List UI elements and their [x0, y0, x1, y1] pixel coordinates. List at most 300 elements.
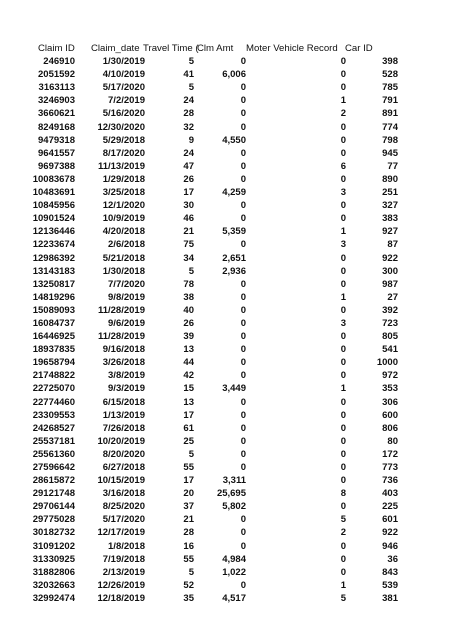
cell-clm-amt: 0 — [240, 278, 246, 290]
cell-car-id: 773 — [382, 462, 398, 473]
cell-clm-amt: 0 — [240, 344, 246, 356]
cell-car-id: 922 — [382, 527, 398, 539]
cell-claim-date: 8/17/2020 — [102, 147, 145, 159]
cell-car-id: 383 — [382, 213, 398, 225]
cell-clm-amt: 4,550 — [222, 134, 246, 146]
cell-claim-date: 7/19/2018 — [102, 553, 145, 565]
cell-clm-amt: 0 — [240, 422, 246, 434]
cell-claim-id: 22725070 — [32, 383, 75, 395]
cell-claim-date: 1/29/2018 — [102, 173, 145, 185]
table-row — [0, 55, 474, 68]
cell-travel-time: 46 — [183, 213, 194, 225]
cell-motor-vehicle-record: 0 — [340, 448, 346, 460]
cell-clm-amt: 3,449 — [222, 383, 246, 395]
cell-motor-vehicle-record: 1 — [340, 383, 346, 395]
cell-motor-vehicle-record: 0 — [340, 82, 346, 94]
cell-claim-id: 3660621 — [38, 108, 75, 120]
table-row — [0, 487, 474, 500]
cell-claim-date: 11/13/2019 — [97, 160, 145, 172]
cell-motor-vehicle-record: 0 — [340, 396, 346, 408]
cell-claim-date: 4/10/2019 — [102, 69, 145, 81]
cell-travel-time: 28 — [183, 108, 194, 120]
cell-clm-amt: 0 — [240, 239, 246, 251]
cell-claim-date: 2/13/2019 — [102, 566, 145, 578]
table-row — [0, 540, 474, 553]
cell-claim-id: 25561360 — [32, 448, 75, 460]
cell-claim-date: 5/17/2020 — [102, 514, 145, 526]
table-row — [0, 81, 474, 94]
cell-claim-date: 3/16/2018 — [102, 488, 145, 500]
cell-clm-amt: 0 — [240, 435, 246, 447]
cell-motor-vehicle-record: 0 — [340, 304, 346, 316]
cell-motor-vehicle-record: 0 — [340, 173, 346, 185]
cell-travel-time: 75 — [183, 239, 194, 251]
cell-claim-date: 7/26/2018 — [102, 422, 145, 434]
cell-claim-id: 29121748 — [32, 488, 75, 500]
claims-spreadsheet — [0, 42, 474, 605]
cell-motor-vehicle-record: 0 — [340, 147, 346, 159]
cell-clm-amt: 0 — [240, 396, 246, 408]
table-row — [0, 212, 474, 225]
cell-travel-time: 39 — [183, 331, 194, 343]
header-claim-date: Claim_date — [91, 43, 140, 54]
cell-claim-id: 3246903 — [38, 95, 75, 107]
cell-travel-time: 44 — [183, 357, 194, 369]
cell-clm-amt: 0 — [240, 527, 246, 539]
cell-travel-time: 17 — [183, 187, 194, 199]
cell-claim-id: 246910 — [43, 56, 75, 68]
cell-travel-time: 16 — [183, 540, 194, 552]
cell-car-id: 225 — [382, 501, 398, 513]
cell-claim-id: 31091202 — [32, 540, 75, 552]
cell-claim-date: 6/15/2018 — [102, 396, 145, 408]
cell-car-id: 172 — [382, 448, 398, 460]
cell-claim-id: 12233674 — [32, 239, 75, 251]
cell-car-id: 403 — [382, 488, 398, 500]
cell-claim-date: 1/13/2019 — [102, 409, 145, 421]
cell-motor-vehicle-record: 0 — [340, 357, 346, 369]
cell-car-id: 528 — [382, 69, 398, 81]
cell-travel-time: 5 — [188, 82, 194, 94]
cell-motor-vehicle-record: 0 — [340, 278, 346, 290]
cell-car-id: 27 — [387, 291, 398, 303]
cell-motor-vehicle-record: 5 — [340, 514, 346, 526]
cell-motor-vehicle-record: 3 — [340, 317, 346, 329]
table-row — [0, 461, 474, 474]
cell-car-id: 300 — [382, 265, 398, 277]
table-row — [0, 68, 474, 81]
cell-claim-id: 9697388 — [38, 160, 75, 172]
cell-travel-time: 30 — [183, 200, 194, 212]
table-row — [0, 134, 474, 147]
cell-car-id: 306 — [382, 396, 398, 408]
cell-motor-vehicle-record: 1 — [340, 579, 346, 591]
cell-clm-amt: 2,651 — [222, 252, 246, 264]
cell-car-id: 251 — [382, 187, 398, 199]
cell-claim-date: 5/16/2020 — [102, 108, 145, 120]
cell-claim-id: 25537181 — [32, 435, 75, 447]
cell-claim-date: 7/7/2020 — [108, 278, 145, 290]
cell-travel-time: 42 — [183, 370, 194, 382]
cell-travel-time: 13 — [183, 344, 194, 356]
cell-travel-time: 38 — [183, 291, 194, 303]
cell-claim-date: 2/6/2018 — [108, 239, 145, 251]
cell-travel-time: 40 — [183, 304, 194, 316]
table-row — [0, 107, 474, 120]
cell-claim-id: 15089093 — [32, 304, 75, 316]
cell-travel-time: 28 — [183, 527, 194, 539]
cell-motor-vehicle-record: 2 — [340, 527, 346, 539]
cell-motor-vehicle-record: 0 — [340, 553, 346, 565]
table-row — [0, 160, 474, 173]
cell-travel-time: 5 — [188, 448, 194, 460]
table-row — [0, 422, 474, 435]
cell-clm-amt: 0 — [240, 317, 246, 329]
table-row — [0, 291, 474, 304]
cell-claim-date: 12/17/2019 — [97, 527, 145, 539]
cell-car-id: 806 — [382, 422, 398, 434]
cell-claim-date: 5/21/2018 — [102, 252, 145, 264]
cell-car-id: 798 — [382, 134, 398, 146]
cell-clm-amt: 0 — [240, 304, 246, 316]
table-row — [0, 225, 474, 238]
cell-travel-time: 25 — [183, 435, 194, 447]
cell-clm-amt: 4,984 — [222, 553, 246, 565]
cell-travel-time: 17 — [183, 475, 194, 487]
cell-car-id: 785 — [382, 82, 398, 94]
cell-clm-amt: 0 — [240, 357, 246, 369]
cell-claim-date: 3/26/2018 — [102, 357, 145, 369]
cell-claim-date: 5/17/2020 — [102, 82, 145, 94]
cell-clm-amt: 5,359 — [222, 226, 246, 238]
cell-motor-vehicle-record: 0 — [340, 540, 346, 552]
cell-travel-time: 24 — [183, 95, 194, 107]
table-row — [0, 500, 474, 513]
cell-motor-vehicle-record: 0 — [340, 501, 346, 513]
cell-claim-id: 18937835 — [32, 344, 75, 356]
table-row — [0, 343, 474, 356]
cell-claim-id: 13250817 — [32, 278, 75, 290]
header-clm-amt: Clm Amt — [197, 43, 234, 54]
cell-car-id: 539 — [382, 579, 398, 591]
cell-car-id: 890 — [382, 173, 398, 185]
table-row — [0, 330, 474, 343]
cell-travel-time: 13 — [183, 396, 194, 408]
cell-motor-vehicle-record: 0 — [340, 213, 346, 225]
cell-clm-amt: 0 — [240, 56, 246, 68]
cell-clm-amt: 1,022 — [222, 566, 246, 578]
table-row — [0, 304, 474, 317]
table-row — [0, 369, 474, 382]
cell-travel-time: 26 — [183, 173, 194, 185]
cell-claim-date: 1/30/2018 — [102, 265, 145, 277]
cell-car-id: 774 — [382, 121, 398, 133]
cell-claim-id: 10083678 — [32, 173, 75, 185]
cell-travel-time: 26 — [183, 317, 194, 329]
cell-claim-id: 16446925 — [32, 331, 75, 343]
header-claim-id: Claim ID — [38, 43, 75, 54]
cell-claim-date: 8/20/2020 — [102, 448, 145, 460]
cell-travel-time: 5 — [188, 56, 194, 68]
cell-claim-date: 3/25/2018 — [102, 187, 145, 199]
cell-motor-vehicle-record: 0 — [340, 56, 346, 68]
cell-claim-date: 7/2/2019 — [108, 95, 145, 107]
table-row — [0, 278, 474, 291]
cell-claim-id: 28615872 — [32, 475, 75, 487]
cell-clm-amt: 0 — [240, 121, 246, 133]
cell-motor-vehicle-record: 1 — [340, 291, 346, 303]
cell-motor-vehicle-record: 3 — [340, 239, 346, 251]
cell-travel-time: 37 — [183, 501, 194, 513]
cell-clm-amt: 0 — [240, 147, 246, 159]
cell-clm-amt: 4,517 — [222, 592, 246, 604]
cell-claim-date: 9/16/2018 — [102, 344, 145, 356]
header-travel-time: Travel Time ( — [143, 43, 199, 54]
table-row — [0, 199, 474, 212]
cell-clm-amt: 0 — [240, 370, 246, 382]
table-row — [0, 553, 474, 566]
table-row — [0, 566, 474, 579]
cell-claim-id: 2051592 — [38, 69, 75, 81]
cell-travel-time: 47 — [183, 160, 194, 172]
cell-car-id: 987 — [382, 278, 398, 290]
cell-clm-amt: 0 — [240, 108, 246, 120]
cell-claim-date: 11/28/2019 — [97, 331, 145, 343]
cell-car-id: 392 — [382, 304, 398, 316]
table-row — [0, 147, 474, 160]
cell-claim-id: 29706144 — [32, 501, 75, 513]
cell-car-id: 736 — [382, 475, 398, 487]
cell-car-id: 36 — [387, 553, 398, 565]
cell-car-id: 87 — [387, 239, 398, 251]
cell-clm-amt: 4,259 — [222, 187, 246, 199]
cell-travel-time: 55 — [183, 553, 194, 565]
cell-travel-time: 20 — [183, 488, 194, 500]
cell-claim-date: 3/8/2019 — [108, 370, 145, 382]
cell-claim-id: 23309553 — [32, 409, 75, 421]
cell-clm-amt: 0 — [240, 160, 246, 172]
cell-motor-vehicle-record: 2 — [340, 108, 346, 120]
cell-claim-id: 32992474 — [32, 592, 75, 604]
cell-travel-time: 15 — [183, 383, 194, 395]
cell-clm-amt: 0 — [240, 200, 246, 212]
cell-car-id: 77 — [387, 160, 398, 172]
cell-claim-id: 10845956 — [32, 200, 75, 212]
cell-clm-amt: 0 — [240, 448, 246, 460]
table-row — [0, 94, 474, 107]
cell-travel-time: 61 — [183, 422, 194, 434]
cell-car-id: 946 — [382, 540, 398, 552]
cell-motor-vehicle-record: 0 — [340, 331, 346, 343]
cell-clm-amt: 0 — [240, 173, 246, 185]
cell-motor-vehicle-record: 0 — [340, 475, 346, 487]
cell-motor-vehicle-record: 0 — [340, 344, 346, 356]
cell-motor-vehicle-record: 0 — [340, 200, 346, 212]
cell-claim-date: 1/30/2019 — [102, 56, 145, 68]
cell-car-id: 1000 — [376, 357, 398, 369]
table-row — [0, 356, 474, 369]
cell-claim-date: 4/20/2018 — [102, 226, 145, 238]
cell-claim-date: 11/28/2019 — [97, 304, 145, 316]
cell-car-id: 972 — [382, 370, 398, 382]
cell-travel-time: 24 — [183, 147, 194, 159]
cell-motor-vehicle-record: 0 — [340, 566, 346, 578]
table-row — [0, 238, 474, 251]
cell-claim-date: 8/25/2020 — [102, 501, 145, 513]
cell-car-id: 80 — [387, 435, 398, 447]
table-row — [0, 448, 474, 461]
table-row — [0, 435, 474, 448]
cell-clm-amt: 0 — [240, 579, 246, 591]
cell-motor-vehicle-record: 0 — [340, 462, 346, 473]
cell-clm-amt: 2,936 — [222, 265, 246, 277]
cell-car-id: 891 — [382, 108, 398, 120]
cell-motor-vehicle-record: 0 — [340, 252, 346, 264]
cell-claim-id: 12986392 — [32, 252, 75, 264]
cell-motor-vehicle-record: 1 — [340, 226, 346, 238]
table-row — [0, 513, 474, 526]
cell-claim-date: 12/26/2019 — [97, 579, 145, 591]
cell-clm-amt: 0 — [240, 514, 246, 526]
cell-travel-time: 21 — [183, 514, 194, 526]
cell-motor-vehicle-record: 0 — [340, 435, 346, 447]
cell-car-id: 791 — [382, 95, 398, 107]
cell-claim-date: 10/9/2019 — [102, 213, 145, 225]
cell-claim-date: 9/3/2019 — [108, 383, 145, 395]
cell-clm-amt: 5,802 — [222, 501, 246, 513]
table-row — [0, 186, 474, 199]
cell-claim-id: 31330925 — [32, 553, 75, 565]
cell-car-id: 353 — [382, 383, 398, 395]
cell-clm-amt: 0 — [240, 95, 246, 107]
header-motor-vehicle-record: Moter Vehicle Record — [246, 43, 338, 54]
cell-claim-id: 9479318 — [38, 134, 75, 146]
table-row — [0, 121, 474, 134]
cell-claim-id: 32032663 — [32, 579, 75, 591]
cell-claim-date: 12/1/2020 — [102, 200, 145, 212]
table-row — [0, 474, 474, 487]
cell-car-id: 600 — [382, 409, 398, 421]
cell-claim-date: 10/20/2019 — [97, 435, 145, 447]
table-row — [0, 592, 474, 605]
cell-clm-amt: 25,695 — [216, 488, 246, 500]
table-row — [0, 579, 474, 592]
table-body — [0, 55, 474, 605]
cell-clm-amt: 6,006 — [222, 69, 246, 81]
cell-claim-date: 10/15/2019 — [97, 475, 145, 487]
cell-claim-id: 13143183 — [32, 265, 75, 277]
cell-claim-date: 1/8/2018 — [108, 540, 145, 552]
table-row — [0, 317, 474, 330]
cell-claim-id: 9641557 — [38, 147, 75, 159]
cell-car-id: 843 — [382, 566, 398, 578]
cell-motor-vehicle-record: 8 — [340, 488, 346, 500]
cell-claim-id: 31882806 — [32, 566, 75, 578]
table-row — [0, 252, 474, 265]
table-row — [0, 409, 474, 422]
cell-clm-amt: 0 — [240, 291, 246, 303]
header-car-id: Car ID — [345, 43, 373, 54]
cell-travel-time: 17 — [183, 409, 194, 421]
cell-car-id: 922 — [382, 252, 398, 264]
cell-travel-time: 5 — [188, 265, 194, 277]
cell-claim-id: 24268527 — [32, 422, 75, 434]
cell-motor-vehicle-record: 0 — [340, 134, 346, 146]
cell-car-id: 601 — [382, 514, 398, 526]
table-row — [0, 526, 474, 539]
table-row — [0, 396, 474, 409]
cell-clm-amt: 0 — [240, 213, 246, 225]
cell-claim-id: 19658794 — [32, 357, 75, 369]
cell-motor-vehicle-record: 0 — [340, 69, 346, 81]
cell-motor-vehicle-record: 0 — [340, 422, 346, 434]
cell-claim-date: 9/6/2019 — [108, 317, 145, 329]
cell-claim-id: 3163113 — [38, 82, 75, 94]
cell-claim-id: 12136446 — [32, 226, 75, 238]
cell-clm-amt: 0 — [240, 409, 246, 421]
cell-car-id: 945 — [382, 147, 398, 159]
header-row — [0, 42, 474, 55]
cell-claim-id: 29775028 — [32, 514, 75, 526]
cell-clm-amt: 0 — [240, 331, 246, 343]
cell-travel-time: 5 — [188, 566, 194, 578]
cell-travel-time: 41 — [183, 69, 194, 81]
cell-travel-time: 78 — [183, 278, 194, 290]
table-row — [0, 382, 474, 395]
cell-claim-id: 8249168 — [38, 121, 75, 133]
cell-travel-time: 52 — [183, 579, 194, 591]
cell-car-id: 327 — [382, 200, 398, 212]
cell-claim-id: 30182732 — [32, 527, 75, 539]
cell-travel-time: 21 — [183, 226, 194, 238]
cell-motor-vehicle-record: 0 — [340, 370, 346, 382]
cell-motor-vehicle-record: 0 — [340, 265, 346, 277]
cell-travel-time: 35 — [183, 592, 194, 604]
cell-car-id: 541 — [382, 344, 398, 356]
cell-claim-id: 14819296 — [32, 291, 75, 303]
cell-claim-date: 12/30/2020 — [97, 121, 145, 133]
cell-car-id: 927 — [382, 226, 398, 238]
cell-claim-id: 22774460 — [32, 396, 75, 408]
cell-car-id: 398 — [382, 56, 398, 68]
table-row — [0, 265, 474, 278]
cell-travel-time: 32 — [183, 121, 194, 133]
cell-motor-vehicle-record: 3 — [340, 187, 346, 199]
cell-car-id: 723 — [382, 317, 398, 329]
cell-claim-id: 10483691 — [32, 187, 75, 199]
cell-clm-amt: 0 — [240, 540, 246, 552]
cell-motor-vehicle-record: 1 — [340, 95, 346, 107]
cell-claim-date: 12/18/2019 — [97, 592, 145, 604]
table-row — [0, 173, 474, 186]
cell-claim-id: 10901524 — [32, 213, 75, 225]
cell-clm-amt: 3,311 — [222, 475, 246, 487]
cell-claim-id: 16084737 — [32, 317, 75, 329]
cell-clm-amt: 0 — [240, 462, 246, 473]
cell-claim-date: 6/27/2018 — [102, 462, 145, 473]
cell-clm-amt: 0 — [240, 82, 246, 94]
cell-motor-vehicle-record: 0 — [340, 121, 346, 133]
cell-travel-time: 9 — [188, 134, 194, 146]
cell-travel-time: 34 — [183, 252, 194, 264]
cell-claim-date: 5/29/2018 — [102, 134, 145, 146]
cell-travel-time: 55 — [183, 462, 194, 473]
cell-claim-id: 21748822 — [32, 370, 75, 382]
cell-claim-id: 27596642 — [32, 462, 75, 473]
cell-car-id: 381 — [382, 592, 398, 604]
cell-motor-vehicle-record: 0 — [340, 409, 346, 421]
cell-motor-vehicle-record: 6 — [340, 160, 346, 172]
